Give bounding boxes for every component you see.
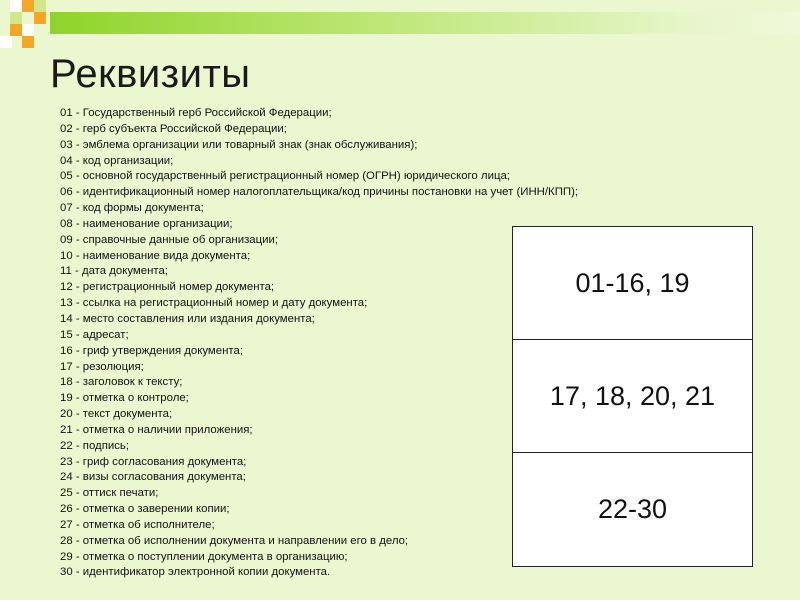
group-cell: 01-16, 19 <box>513 227 752 340</box>
groups-table <box>512 226 753 567</box>
list-item: 03 - эмблема организации или товарный знак (знак обслуживания); <box>60 138 418 151</box>
list-item: 15 - адресат; <box>60 328 129 341</box>
list-item: 17 - резолюция; <box>60 360 144 373</box>
list-item: 27 - отметка об исполнителе; <box>60 518 215 531</box>
list-item: 25 - оттиск печати; <box>60 487 159 500</box>
list-item: 21 - отметка о наличии приложения; <box>60 423 253 436</box>
list-item: 22 - подпись; <box>60 439 130 452</box>
list-item: 16 - гриф утверждения документа; <box>60 344 243 357</box>
list-item: 12 - регистрационный номер документа; <box>60 281 275 294</box>
list-item: 02 - герб субъекта Российской Федерации; <box>60 122 287 135</box>
list-item: 18 - заголовок к тексту; <box>60 376 183 389</box>
list-item: 30 - идентификатор электронной копии документа. <box>60 566 331 579</box>
list-item: 01 - Государственный герб Российской Федерации; <box>60 107 332 119</box>
header-gradient-bar <box>50 12 800 34</box>
list-item: 14 - место составления или издания документа; <box>60 312 315 325</box>
list-item: 20 - текст документа; <box>60 408 173 421</box>
list-item: 19 - отметка о контроле; <box>60 392 189 405</box>
list-item: 08 - наименование организации; <box>60 217 233 230</box>
list-item: 28 - отметка об исполнении документа и направлении его в дело; <box>60 534 409 547</box>
list-item: 26 - отметка о заверении копии; <box>60 503 230 516</box>
list-item: 29 - отметка о поступлении документа в организацию; <box>60 550 348 563</box>
list-item: 06 - идентификационный номер налогоплательщика/код причины постановки на учет (ИНН/КПП); <box>60 186 579 199</box>
group-cell: 22-30 <box>597 494 668 524</box>
slide-title: Реквизиты <box>50 52 251 96</box>
requisites-list <box>60 106 578 581</box>
list-item: 07 - код формы документа; <box>60 202 204 215</box>
list-item: 24 - визы согласования документа; <box>60 471 246 484</box>
list-item: 05 - основной государственный регистрационный номер (ОГРН) юридического лица; <box>60 170 510 183</box>
list-item: 23 - гриф согласования документа; <box>60 455 247 468</box>
list-item: 09 - справочные данные об организации; <box>60 233 279 246</box>
list-item: 10 - наименование вида документа; <box>60 249 251 262</box>
list-item: 11 - дата документа; <box>60 265 168 278</box>
group-cell: 17, 18, 20, 21 <box>513 340 752 453</box>
list-item: 13 - ссылка на регистрационный номер и дату документа; <box>60 297 368 310</box>
list-item: 04 - код организации; <box>60 154 174 167</box>
